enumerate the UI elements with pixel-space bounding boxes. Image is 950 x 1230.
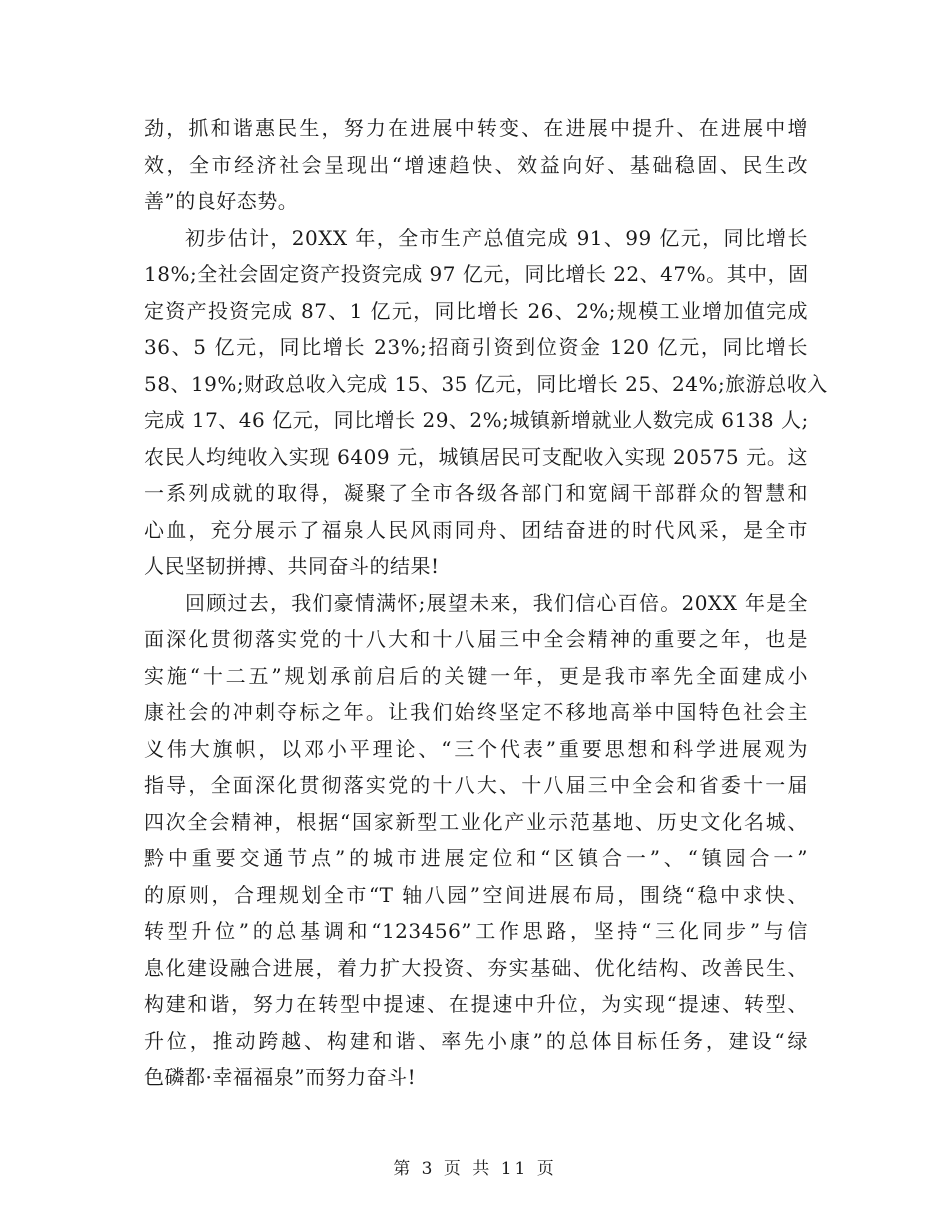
text-line: 升位，推动跨越、构建和谐、率先小康”的总体目标任务，建设“绿 (144, 1028, 808, 1053)
paragraph-1 (144, 110, 808, 220)
text-line: 黔中重要交通节点”的城市进展定位和“区镇合一”、“镇园合一” (144, 846, 808, 870)
text-line: 58、19%;财政总收入完成 15、35 亿元，同比增长 25、24%;旅游总收入 (144, 371, 828, 396)
page-number-footer: 第 3 页 共 11 页 (393, 1159, 557, 1179)
text-line: 劲，抓和谐惠民生，努力在进展中转变、在进展中提升、在进展中增 (144, 116, 808, 140)
text-line: 36、5 亿元，同比增长 23%;招商引资到位资金 120 亿元，同比增长 (144, 335, 808, 359)
text-line: 善”的良好态势。 (144, 189, 299, 213)
text-line: 四次全会精神，根据“国家新型工业化产业示范基地、历史文化名城、 (144, 809, 808, 834)
text-line: 构建和谐，努力在转型中提速、在提速中升位，为实现“提速、转型、 (144, 992, 808, 1016)
text-line: 农民人均纯收入实现 6409 元，城镇居民可支配收入实现 20575 元。这 (144, 444, 808, 469)
text-line: 面深化贯彻落实党的十八大和十八届三中全会精神的重要之年，也是 (144, 627, 808, 651)
paragraph-3 (144, 585, 808, 1096)
text-line: 心血，充分展示了福泉人民风雨同舟、团结奋进的时代风采，是全市 (144, 517, 808, 542)
text-line: 回顾过去，我们豪情满怀;展望未来，我们信心百倍。20XX 年是全 (185, 590, 808, 615)
text-line: 色磷都·幸福福泉”而努力奋斗! (144, 1065, 417, 1089)
document-body (144, 110, 828, 1096)
text-line: 转型升位”的总基调和“123456”工作思路，坚持“三化同步”与信 (144, 919, 808, 943)
text-line: 一系列成就的取得，凝聚了全市各级各部门和宽阔干部群众的智慧和 (144, 481, 808, 505)
text-line: 义伟大旗帜，以邓小平理论、“三个代表”重要思想和科学进展观为 (144, 736, 808, 761)
text-line: 完成 17、46 亿元，同比增长 29、2%;城镇新增就业人数完成 6138 人; (144, 408, 809, 432)
paragraph-2 (144, 220, 828, 585)
text-line: 息化建设融合进展，着力扩大投资、夯实基础、优化结构、改善民生、 (144, 955, 808, 980)
text-line: 康社会的冲刺夺标之年。让我们始终坚定不移地高举中国特色社会主 (144, 700, 808, 724)
text-line: 定资产投资完成 87、1 亿元，同比增长 26、2%;规模工业增加值完成 (144, 298, 808, 323)
text-line: 人民坚韧拼搏、共同奋斗的结果! (144, 554, 440, 578)
text-line: 初步估计，20XX 年，全市生产总值完成 91、99 亿元，同比增长 (185, 225, 808, 250)
text-line: 18%;全社会固定资产投资完成 97 亿元，同比增长 22、47%。其中，固 (144, 262, 809, 286)
text-line: 指导，全面深化贯彻落实党的十八大、十八届三中全会和省委十一届 (144, 773, 808, 797)
text-line: 实施“十二五”规划承前启后的关键一年，更是我市率先全面建成小 (144, 663, 808, 688)
text-line: 效，全市经济社会呈现出“增速趋快、效益向好、基础稳固、民生改 (144, 152, 808, 177)
text-line: 的原则，合理规划全市“T 轴八园”空间进展布局，围绕“稳中求快、 (144, 882, 808, 907)
